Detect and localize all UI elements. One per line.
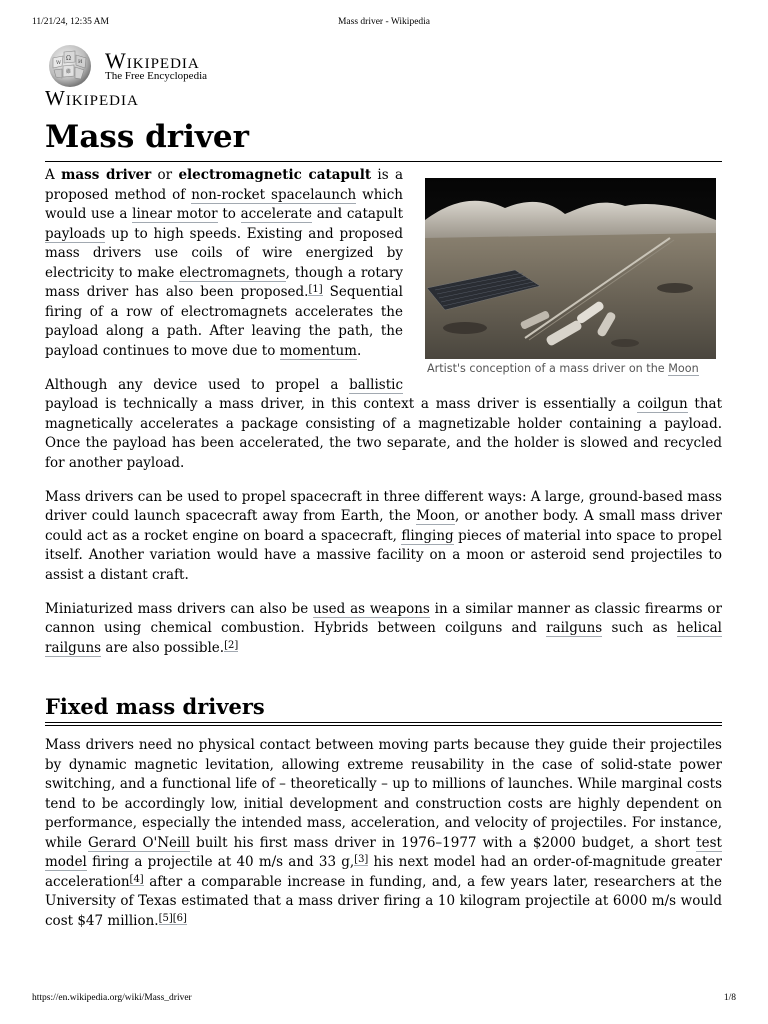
term-electromagnetic-catapult: electromagnetic catapult	[178, 167, 372, 183]
print-header	[32, 17, 736, 31]
link-test-model[interactable]: test model	[45, 834, 722, 870]
term-mass-driver: mass driver	[61, 167, 152, 183]
link-accelerate[interactable]: accelerate	[240, 206, 313, 222]
svg-text:И: И	[78, 59, 83, 65]
tagline: The Free Encyclopedia	[105, 70, 208, 82]
text: is a proposed method of	[45, 167, 403, 203]
text: , or another body. A small mass driver could act as a rocket engine on board a spacecraft,	[45, 508, 722, 544]
intro-paragraph-4	[45, 600, 722, 659]
intro-paragraph-3	[45, 488, 722, 586]
link-used-as-weapons[interactable]: used as weapons	[313, 600, 430, 617]
text: pieces of material into space to propel itself. Another variation would have a massive facility on a moon or asteroid send projectiles to assist a distant craft.	[45, 527, 722, 583]
reference-4[interactable]: [4]	[129, 873, 144, 885]
text: after a comparable increase in funding, and, a few years later, researchers at the University of Texas estimated that a mass driver firing a 10 kilogram projectile at 6000 m/s would cost $47 million.	[45, 873, 722, 929]
text: that magnetically accelerates a package consisting of a magnetizable holder containing a payload. Once the payload has been accelerated, the two separate, and the holder is slowed and recycled for another payload.	[45, 396, 722, 471]
print-title: Mass driver - Wikipedia	[337, 17, 431, 27]
text: .	[356, 342, 362, 359]
link-linear-motor[interactable]: linear motor	[132, 206, 218, 222]
intro-paragraph-2	[45, 376, 722, 474]
print-url: https://en.wikipedia.org/wiki/Mass_driver	[32, 993, 192, 1003]
reference-6[interactable]: [6]	[172, 912, 187, 924]
text: built his first mass driver in 1976–1977 with a $2000 budget, a short	[190, 834, 697, 851]
wikipedia-logo[interactable]	[45, 44, 245, 110]
link-railguns[interactable]: railguns	[546, 620, 603, 636]
link-moon[interactable]: Moon	[416, 508, 455, 524]
reference-5[interactable]: [5]	[158, 912, 173, 924]
text: , though a rotary mass driver has also been proposed.	[45, 264, 403, 300]
caption-text: Artist's conception of a mass driver on the	[427, 362, 669, 375]
section-divider	[45, 722, 722, 726]
wordmark-secondary: Wikipedia	[45, 86, 139, 110]
caption-link-moon[interactable]: Moon	[668, 362, 699, 375]
svg-text:維: 維	[66, 69, 72, 75]
text: Miniaturized mass drivers can also be	[45, 600, 314, 617]
section-heading-fixed-mass-drivers: Fixed mass drivers	[45, 694, 265, 719]
text: payload is technically a mass driver, in this context a mass driver is essentially a	[45, 396, 638, 412]
text: Sequential firing of a row of electromagnets accelerates the payload along a path. After leaving the path, the payload continues to move due to	[45, 284, 403, 359]
text: to	[217, 206, 241, 222]
section-1-paragraph-1	[45, 736, 722, 931]
text: in a similar manner as classic firearms or cannon using chemical combustion. Hybrids between coilguns and	[45, 600, 722, 636]
svg-text:W: W	[56, 60, 62, 66]
text: firing a projectile at 40 m/s and 33 g,	[86, 854, 355, 870]
text: A	[45, 167, 62, 183]
link-electromagnets[interactable]: electromagnets	[179, 264, 286, 281]
text: which would use a	[45, 186, 404, 222]
text: Although any device used to propel a	[45, 376, 350, 393]
wordmark: Wikipedia	[105, 48, 200, 73]
link-momentum[interactable]: momentum	[279, 342, 357, 359]
reference-2[interactable]: [2]	[224, 639, 239, 651]
text: and catapult	[312, 206, 403, 222]
mass-driver-moon-image[interactable]	[425, 178, 716, 359]
text: Mass drivers can be used to propel spacecraft in three different ways: A large, ground-based mass driver could launch spacecraft away from Earth, the	[45, 488, 722, 524]
text: Mass drivers need no physical contact between moving parts because they guide their projectiles by dynamic magnetic levitation, allowing extreme reusability in the case of solid-state power switching, and a functional life of – theoretically – up to millions of launches. While marginal costs tend to be accordingly low, initial development and construction costs are highly dependent on performance, especially the intended mass, acceleration, and velocity of projectiles. For instance, while	[45, 737, 722, 851]
svg-text:Ω: Ω	[66, 55, 71, 62]
figure-mass-driver	[425, 178, 722, 377]
page-title: Mass driver	[45, 119, 249, 155]
article-content	[45, 166, 722, 946]
link-non-rocket-spacelaunch[interactable]: non-rocket spacelaunch	[191, 186, 357, 203]
text: such as	[602, 620, 677, 636]
print-datetime: 11/21/24, 12:35 AM	[32, 17, 109, 27]
text: or	[151, 167, 179, 183]
print-page-number: 1/8	[723, 993, 736, 1003]
link-helical-railguns[interactable]: helical railguns	[45, 620, 722, 656]
print-footer	[32, 993, 736, 1007]
reference-3[interactable]: [3]	[354, 854, 369, 865]
link-flinging[interactable]: flinging	[401, 527, 454, 544]
link-ballistic[interactable]: ballistic	[349, 376, 403, 393]
link-gerard-oneill[interactable]: Gerard O'Neill	[87, 834, 190, 851]
title-divider	[45, 161, 722, 162]
text: up to high speeds. Existing and proposed mass drivers use coils of wire energized by electricity to make	[45, 225, 403, 281]
link-payloads[interactable]: payloads	[45, 225, 106, 242]
link-coilgun[interactable]: coilgun	[637, 396, 688, 412]
figure-caption	[425, 361, 722, 377]
reference-1[interactable]: [1]	[308, 284, 323, 295]
text: his next model had an order-of-magnitude greater acceleration	[45, 854, 722, 890]
text: are also possible.	[101, 639, 225, 656]
wikipedia-globe-icon	[45, 44, 95, 88]
